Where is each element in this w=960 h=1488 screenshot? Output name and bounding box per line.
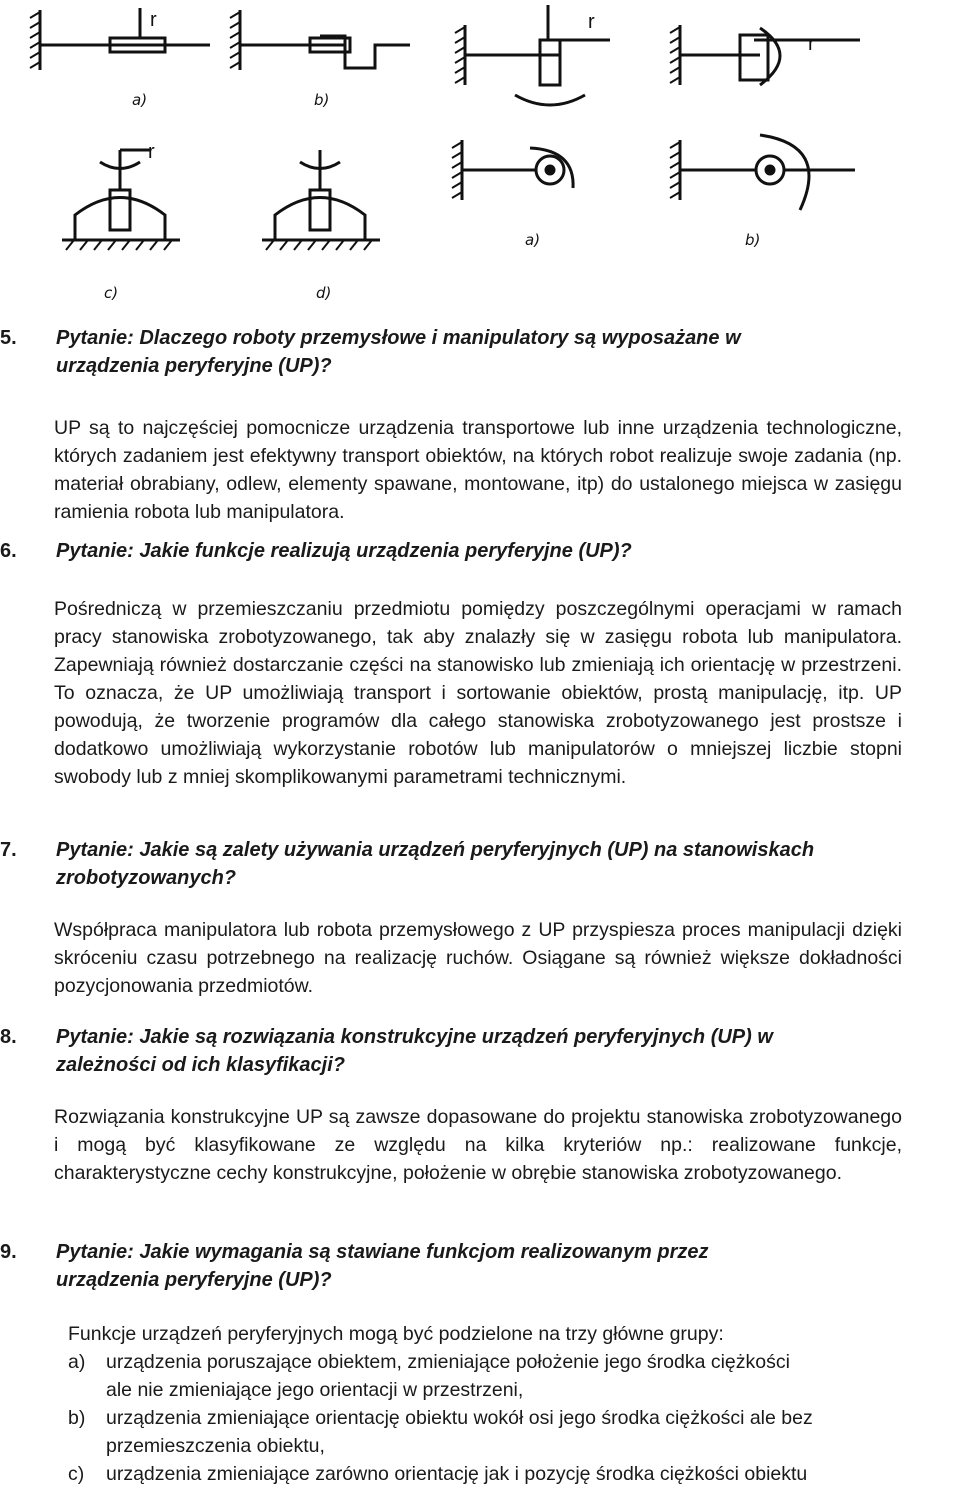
section-7 [0,836,960,1000]
r-label: r [150,9,157,31]
list-item-text: urządzenia zmieniające zarówno orientację jak i pozycję środka ciężkości obiektu [106,1463,808,1485]
list-item-text-continued: ale nie zmieniające jego orientacji w przestrzeni, [106,1379,524,1401]
diagram-b-bottom [670,135,855,210]
diagram-label: a) [525,231,541,249]
diagram-d-bottom [262,150,380,250]
diagram-label: b) [745,231,761,249]
list-item-text: urządzenia poruszające obiektem, zmieniające położenie jego środka ciężkości [106,1351,790,1373]
r-label: r [148,141,155,163]
diagram-a-top [30,8,210,70]
list-marker: a) [68,1351,86,1373]
list-marker: b) [68,1407,86,1429]
question-text-continued: zależności od ich klasyfikacji? [56,1054,346,1076]
question-number: 8. [0,1026,17,1048]
question-text: Pytanie: Jakie wymagania są stawiane funkcjom realizowanym przez [56,1241,709,1263]
diagram-c-top [455,5,610,105]
list-item-text: urządzenia zmieniające orientację obiektu wokół osi jego środka ciężkości ale bez [106,1407,813,1429]
section-6 [0,537,960,791]
question-heading [0,537,960,565]
question-heading [0,836,955,892]
list-intro: Funkcje urządzeń peryferyjnych mogą być podzielone na trzy główne grupy: [68,1323,724,1345]
answer-paragraph: Współpraca manipulatora lub robota przemysłowego z UP przyspiesza proces manipulacji dzięki skróceniu czasu potrzebnego na realizację ruchów. Osiągane są również większe dokładności pozycjonowania przedmiotów. [54,919,902,997]
question-heading [0,324,955,380]
section-9 [0,1238,960,1488]
question-number: 6. [0,540,17,562]
diagram-label: d) [316,284,332,302]
answer-paragraph: Pośredniczą w przemieszczaniu przedmiotu pomiędzy poszczególnymi operacjami w ramach pracy stanowiska zrobotyzowanego, tak aby znalazły się w zasięgu robota lub manipulatora. Zapewniają również dostarczanie części na stanowisko lub zmieniają ich orientację w przestrzeni. To oznacza, że UP umożliwiają transport i sortowanie obiektów, prostą manipulację, itp. UP powodują, że tworzenie programów dla całego stanowiska zrobotyzowanego jest prostsze i dodatkowo umożliwiają wykorzystanie robotów lub manipulatorów o mniejszej liczbie stopni swobody lub z mniej skomplikowanymi parametrami technicznymi. [54,598,902,788]
question-heading [0,1023,955,1079]
diagram-label: b) [314,91,330,109]
question-text-continued: urządzenia peryferyjne (UP)? [56,1269,332,1291]
list-item [68,1348,960,1404]
question-number: 5. [0,327,17,349]
answer-paragraph: Rozwiązania konstrukcyjne UP są zawsze dopasowane do projektu stanowiska zrobotyzowanego i mogą być klasyfikowane ze względu na kilka kryteriów np.: realizowane funkcje, charakterystyczne cechy konstrukcyjne, położenie w obrębie stanowiska zrobotyzowanego. [54,1106,902,1184]
diagram-c-bottom [62,150,180,250]
diagram-label: a) [132,91,148,109]
list-item [68,1460,960,1488]
question-number: 7. [0,839,17,861]
question-text-continued: zrobotyzowanych? [56,867,237,889]
diagram-a-bottom [452,140,573,200]
question-number: 9. [0,1241,17,1263]
diagram-label: c) [104,284,119,302]
question-text: Pytanie: Jakie funkcje realizują urządzenia peryferyjne (UP)? [56,540,632,562]
question-text-continued: urządzenia peryferyjne (UP)? [56,355,332,377]
question-text: Pytanie: Jakie są zalety używania urządzeń peryferyjnych (UP) na stanowiskach [56,839,815,861]
diagram-d-top [670,25,860,85]
list-item [68,1404,960,1460]
kinematic-diagrams [0,0,960,310]
list-marker: c) [68,1463,85,1485]
question-text: Pytanie: Dlaczego roboty przemysłowe i manipulatory są wyposażane w [56,327,741,349]
r-label: r [808,33,815,55]
section-5 [0,324,960,526]
diagram-b-top [230,10,410,70]
r-label: r [588,11,595,33]
answer-paragraph: UP są to najczęściej pomocnicze urządzenia transportowe lub inne urządzenia technologiczne, których zadaniem jest efektywny transport obiektów, na których robot realizuje swoje zadania (np. materiał obrabiany, odlew, elementy spawane, montowane, itp) do ustalonego miejsca w zasięgu ramienia robota lub manipulatora. [54,417,902,523]
question-text: Pytanie: Jakie są rozwiązania konstrukcyjne urządzeń peryferyjnych (UP) w [56,1026,773,1048]
question-heading [0,1238,955,1294]
list-item-text-continued: przemieszczenia obiektu, [106,1435,325,1457]
function-groups-list [0,1320,960,1488]
section-8 [0,1023,960,1187]
